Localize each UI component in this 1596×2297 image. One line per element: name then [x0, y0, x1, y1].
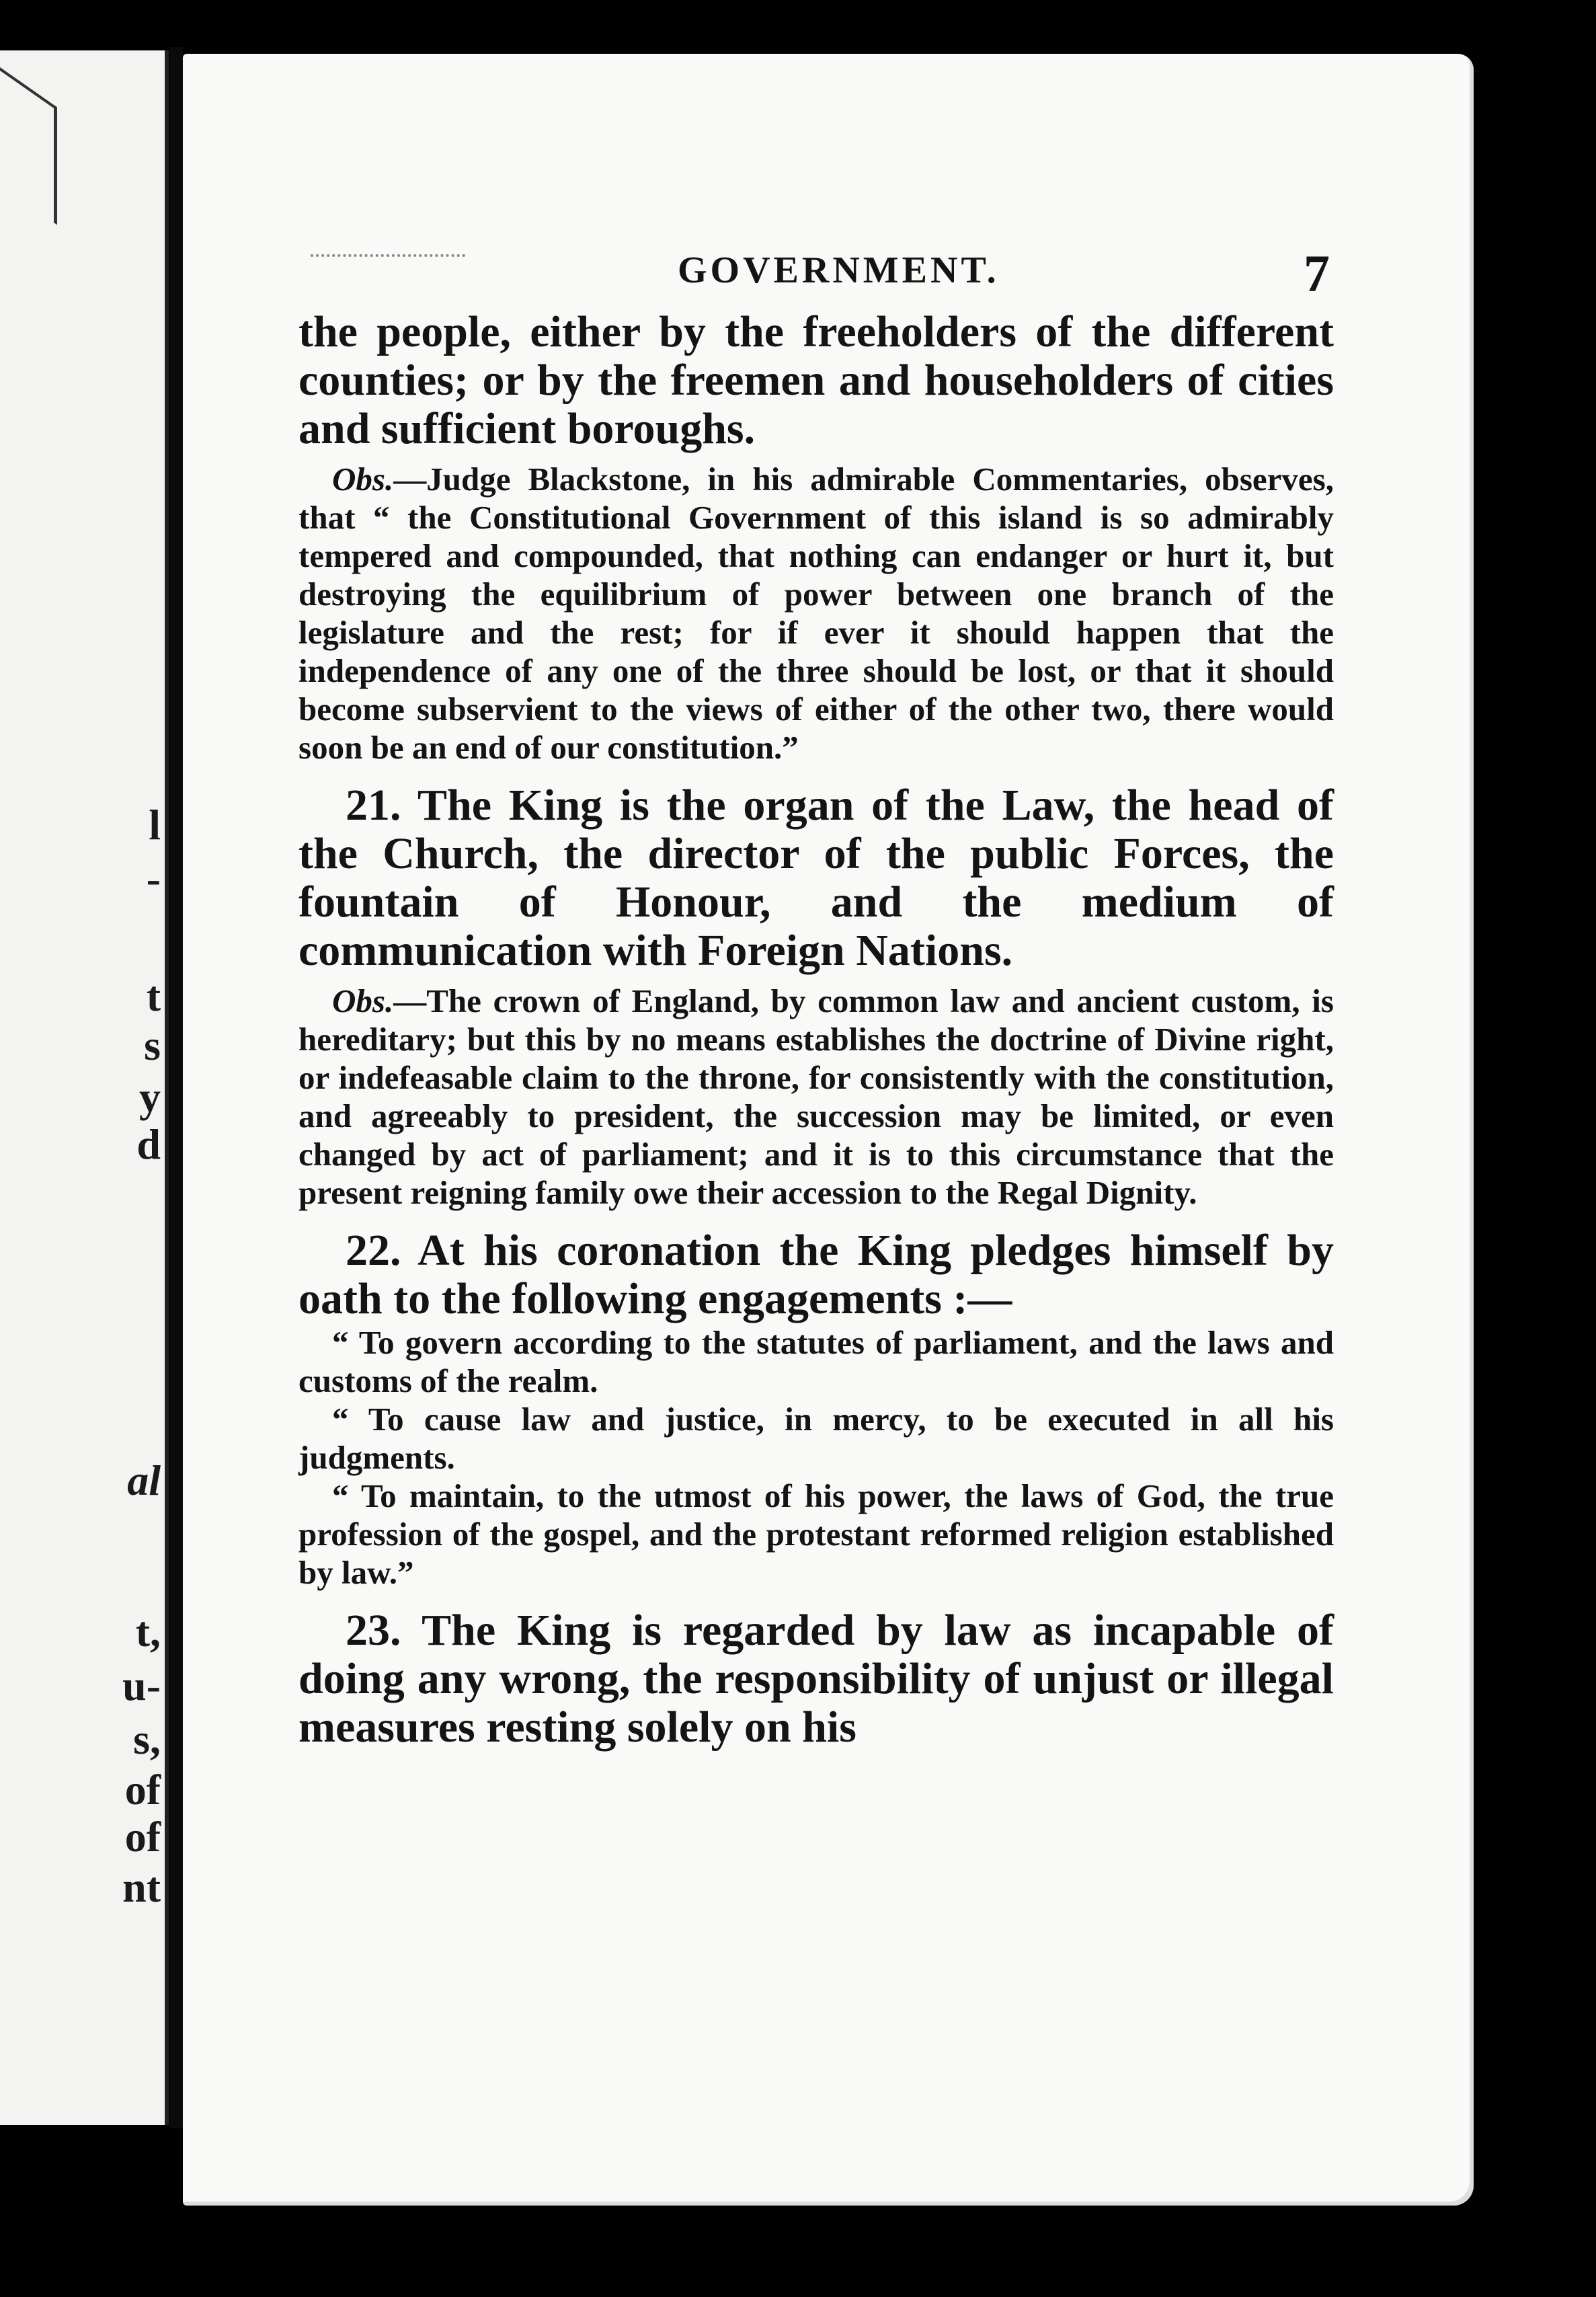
facing-page-fragment: s, [133, 1715, 161, 1763]
paragraph-text: At his coronation the King pledges himself by oath to the following engagements :— [298, 1226, 1334, 1323]
facing-page-fragment: u- [122, 1662, 161, 1709]
paragraph-23 [298, 1606, 1334, 1752]
page-corner-fold [0, 67, 57, 225]
paragraph-text: The King is regarded by law as incapable of doing any wrong, the responsibility of unjust or illegal measures resting solely on his [298, 1606, 1334, 1752]
facing-page-fragment: l [149, 801, 161, 849]
paragraph-22 [298, 1227, 1334, 1323]
facing-page-fragment: of [124, 1766, 161, 1814]
paragraph-number: 23. [346, 1606, 401, 1655]
book-page [183, 54, 1474, 2206]
running-head [183, 244, 1474, 303]
paragraph-21 [298, 781, 1334, 975]
running-title: GOVERNMENT. [678, 249, 1000, 291]
oath-item: “ To govern according to the statutes of parliament, and the laws and customs of the realm. [298, 1324, 1334, 1399]
facing-page-fragment: t, [135, 1608, 161, 1656]
facing-page-fragment: y [139, 1073, 161, 1121]
facing-page-fragment: nt [122, 1863, 161, 1911]
facing-page-fragment: t [146, 972, 161, 1020]
facing-page-fragment: - [146, 855, 161, 902]
observation-blackstone [298, 460, 1334, 767]
oath-item: “ To cause law and justice, in mercy, to be executed in all his judgments. [298, 1401, 1334, 1476]
paragraph-number: 21. [346, 781, 401, 830]
book-gutter [169, 47, 183, 2128]
facing-page-fragment: s [144, 1021, 161, 1069]
page-number: 7 [1304, 244, 1330, 303]
oath-item: “ To maintain, to the utmost of his power, the laws of God, the true profession of the gospel, and the protestant reformed religion established by law.” [298, 1477, 1334, 1591]
obs-label: Obs. [332, 461, 394, 498]
observation-crown [298, 982, 1334, 1212]
page-body [298, 308, 1334, 1752]
facing-page-fragment: al [127, 1456, 161, 1504]
paragraph-continuation: the people, either by the freeholders of the different counties; or by the freemen and householders of cities and sufficient boroughs. [298, 307, 1334, 453]
obs-text: —The crown of England, by common law and ancient custom, is hereditary; but this by no means establishes the doctrine of Divine right, or indefeasable claim to the throne, for consistently with the constitution, and agreeably to president, the succession may be limited, or even changed by act of parliament; and it is to this circumstance that the present reigning family owe their accession to the Regal Dignity. [298, 982, 1334, 1211]
obs-label: Obs. [332, 982, 394, 1019]
obs-text: —Judge Blackstone, in his admirable Commentaries, observes, that “ the Constitutional Government of this island is so admirably tempered and compounded, that nothing can endanger or hurt it, but destroying the equilibrium of power between one branch of the legislature and the rest; for if ever it should happen that the independence of any one of the three should be lost, or that it should become subservient to the views of either of the other two, there would soon be an end of our constitution.” [298, 461, 1334, 766]
facing-page-edge [0, 50, 169, 2125]
facing-page-fragment: of [124, 1813, 161, 1861]
paragraph-text: The King is the organ of the Law, the head of the Church, the director of the public Forces, the fountain of Honour, and the medium of communication with Foreign Nations. [298, 781, 1334, 975]
paragraph-number: 22. [346, 1226, 401, 1275]
ink-smudge [311, 254, 465, 274]
facing-page-fragment: d [136, 1120, 161, 1168]
